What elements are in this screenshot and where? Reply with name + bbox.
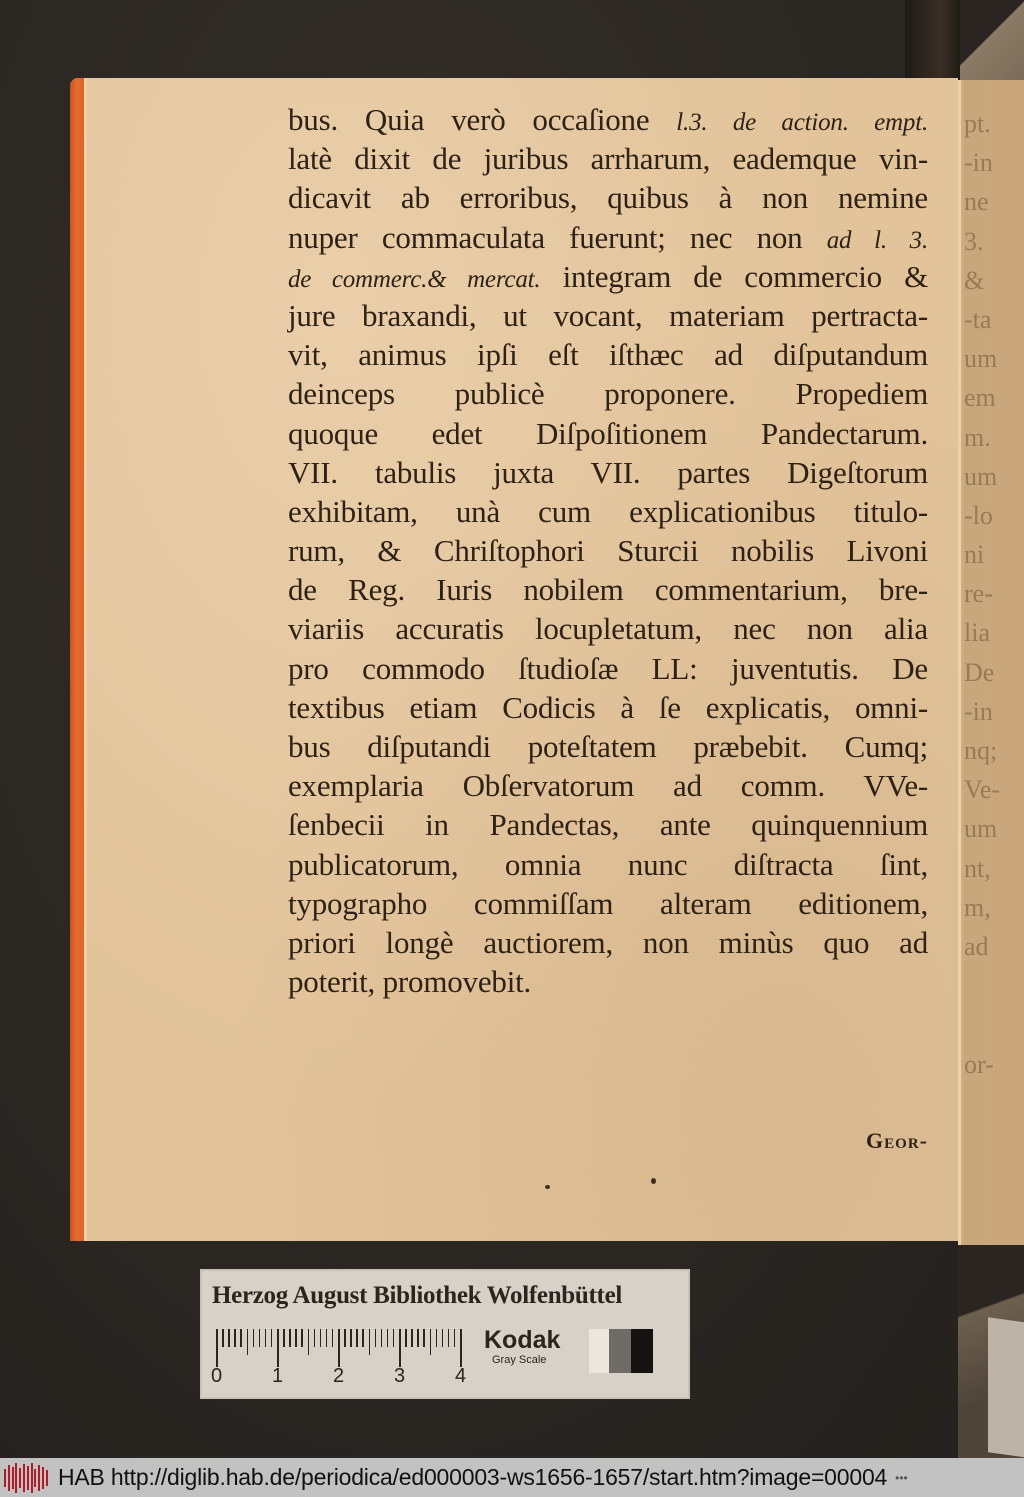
gutter-line [958,80,961,1245]
facing-text-fragment: -in [964,148,993,178]
facing-text-fragment: ne [964,187,989,217]
ruler-tick [259,1329,261,1347]
italic-citation: de commerc.& mercat. [288,265,541,293]
logo-bar [4,1469,6,1487]
paper-speck [651,1178,656,1184]
text-line [288,296,928,335]
text-line [288,414,928,453]
hab-logo-icon [4,1463,52,1493]
text-segment: latè dixit de juribus arrharum, eademque vin- [288,141,928,177]
ruler-label: 1 [272,1365,284,1387]
ruler-tick [320,1329,322,1347]
text-line [288,649,928,688]
text-line [288,884,928,923]
ruler-tick [460,1329,462,1367]
text-line [288,609,928,648]
facing-page-corner [960,0,1024,80]
text-line [288,923,928,962]
logo-bar [23,1464,25,1492]
facing-text-fragment: m, [964,892,991,922]
color-scale-card [202,1271,688,1397]
text-line [288,766,928,805]
text-line [288,178,928,217]
facing-text-fragment [964,1005,1024,1044]
text-segment: exemplaria Obſervatorum ad comm. VVe- [288,768,928,804]
gray-patch [609,1329,631,1373]
more-icon[interactable]: ••• [895,1470,908,1485]
italic-citation: ad l. 3. [826,226,928,254]
text-segment: de Reg. Iuris nobilem commentarium, bre- [288,572,928,608]
ruler-tick [344,1329,346,1347]
text-segment: bus diſputandi poteſtatem præbebit. Cumq; [288,729,928,764]
ruler-tick [369,1329,371,1355]
text-segment: ſenbecii in Pandectas, ante quinquennium [288,807,928,843]
logo-bar [8,1465,10,1491]
text-segment: exhibitam, unà cum explicationibus titulo- [288,493,928,529]
ruler-tick [417,1329,419,1347]
facing-text-fragment: ad [964,931,989,961]
facing-text-fragment: um [964,344,998,374]
facing-text-fragment [964,966,1024,1005]
ruler-tick [308,1329,310,1355]
kodak-logo: Kodak [484,1326,561,1354]
ruler-tick [301,1329,303,1347]
logo-bar [15,1463,17,1493]
facing-text-fragment: -ta [964,304,992,334]
text-segment: viariis accuratis locupletatum, nec non alia [288,611,928,647]
facing-page-lower [958,1245,1024,1458]
text-segment: poterit, promovebit. [288,964,532,1000]
text-line [288,845,928,884]
text-segment: VII. tabulis juxta VII. partes Digeſtorum [288,454,928,490]
library-name: Herzog August Bibliothek Wolfenbüttel [212,1282,623,1309]
ruler-label: 0 [211,1365,223,1387]
ruler-tick [332,1329,334,1347]
ruler-tick [216,1329,218,1367]
catchword: Geor- [866,1128,928,1153]
facing-text-fragment: um [964,461,998,491]
ruler-tick [356,1329,358,1347]
kodak-subtitle: Gray Scale [492,1354,547,1366]
ruler-tick [222,1329,224,1347]
ruler-label: 4 [455,1365,467,1387]
page-edge-highlight [84,78,87,1241]
text-segment: integram de commercio & [540,258,928,294]
text-segment: typographo commiſſam alteram editionem, [288,885,928,921]
facing-text-fragment: or- [964,1049,994,1079]
ruler-tick [405,1329,407,1347]
facing-text-fragment: um [964,814,998,844]
facing-page [958,80,1024,1245]
ruler-tick [448,1329,450,1347]
text-line [288,335,928,374]
facing-text-fragment: pt. [964,109,991,138]
ruler-tick [326,1329,328,1347]
text-line [288,727,928,766]
book-page [70,78,958,1241]
text-segment: deinceps publicè proponere. Propediem [288,376,928,412]
logo-bar [19,1468,21,1488]
facing-text-fragment: lia [964,618,990,648]
text-segment: textibus etiam Codicis à ſe explicatis, omni- [288,689,928,725]
text-segment: publicatorum, omnia nunc diſtracta ſint, [288,846,928,882]
facing-text-fragment: re- [964,579,993,609]
facing-text-fragment: -in [964,696,993,726]
ruler-tick [240,1329,242,1347]
text-segment: vit, animus ipſi eſt iſthæc ad diſputandum [288,337,928,373]
logo-bar [42,1467,44,1489]
ruler-tick [399,1329,401,1367]
text-segment: priori longè auctiorem, non minùs quo ad [288,924,928,960]
text-line [288,100,928,139]
facing-text-fragment: m. [964,422,991,452]
text-line [288,570,928,609]
ruler-tick [350,1329,352,1347]
facing-text-fragment: De [964,657,995,687]
ruler-tick [375,1329,377,1347]
facing-page-text [964,80,1024,1084]
logo-bar [31,1463,33,1493]
facing-text-fragment: nt, [964,853,991,883]
ruler-tick [387,1329,389,1347]
ruler-tick [423,1329,425,1347]
text-segment: quoque edet Diſpoſitionem Pandectarum. [288,415,928,451]
text-line [288,531,928,570]
ruler-label: 2 [333,1365,345,1387]
text-segment: jure braxandi, ut vocant, materiam pertracta- [288,297,928,333]
ruler-tick [265,1329,267,1347]
text-line [288,374,928,413]
ruler-tick [381,1329,383,1347]
ruler-tick [271,1329,273,1347]
second-scale-card-edge [988,1317,1024,1458]
gray-patch [589,1329,609,1373]
gray-patch [631,1329,653,1373]
facing-text-fragment: em [964,383,996,413]
ruler-tick [247,1329,249,1355]
text-segment: dicavit ab erroribus, quibus à non nemine [288,180,928,216]
italic-citation: l.3. de action. empt. [676,109,928,136]
ruler-label: 3 [394,1365,406,1387]
ruler-tick [393,1329,395,1347]
ruler-tick [314,1329,316,1347]
facing-text-fragment: ni [964,540,985,570]
text-line [288,688,928,727]
facing-text-fragment: 3. [964,226,984,256]
ruler-tick [289,1329,291,1347]
text-segment: nuper commaculata fuerunt; nec non [288,219,827,255]
logo-bar [34,1469,36,1487]
facing-text-fragment: -lo [964,500,993,530]
ruler-tick [253,1329,255,1347]
ruler-tick [295,1329,297,1347]
text-line [288,962,928,1001]
ruler-tick [277,1329,279,1367]
text-line [288,805,928,844]
facing-text-fragment: nq; [964,736,998,765]
logo-bar [27,1466,29,1490]
ruler-tick [362,1329,364,1347]
text-line [288,218,928,257]
text-line [288,492,928,531]
gray-scale-patches [589,1329,653,1373]
ruler-tick [228,1329,230,1347]
text-line [288,257,928,296]
logo-bar [38,1465,40,1491]
book-spine [905,0,965,80]
ruler-tick [436,1329,438,1347]
text-segment: bus. Quia verò occaſione [288,102,677,137]
source-url-label[interactable]: HAB http://diglib.hab.de/periodica/ed000003-ws1656-1657/start.htm?image=00004 [58,1464,888,1490]
page-edge-red [70,78,84,1241]
ruler-tick [283,1329,285,1347]
text-segment: rum, & Chriſtophori Sturcii nobilis Livoni [288,533,928,569]
text-line [288,139,928,178]
logo-bar [46,1470,48,1486]
text-segment: pro commodo ſtudioſæ LL: juventutis. De [288,650,928,686]
ruler-tick [442,1329,444,1347]
ruler-tick [430,1329,432,1355]
paper-speck [545,1185,550,1189]
footer-bar [0,1458,1024,1497]
ruler-tick [338,1329,340,1367]
ruler-tick [454,1329,456,1347]
ruler-tick [411,1329,413,1347]
ruler-labels [207,1365,477,1389]
facing-text-fragment: Ve- [964,775,1001,805]
facing-text-fragment: & [964,265,985,295]
ruler-tick [234,1329,236,1347]
text-line [288,453,928,492]
logo-bar [12,1467,14,1489]
page-body-text [288,100,928,1001]
